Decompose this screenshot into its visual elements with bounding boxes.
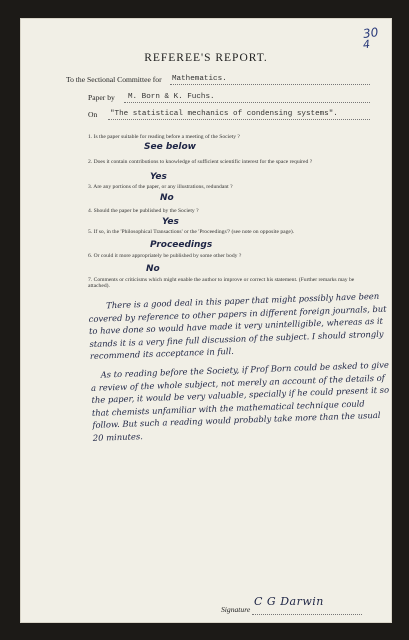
report-sheet <box>20 18 392 623</box>
question-4: 4. Should the paper be published by the Society ? <box>88 208 199 214</box>
signature-label: Signature <box>221 605 251 614</box>
paper-value: M. Born & K. Fuchs. <box>128 93 215 101</box>
answer-6: No <box>146 264 160 274</box>
answer-5: Proceedings <box>150 240 213 250</box>
answer-3: No <box>160 193 174 203</box>
on-value: "The statistical mechanics of condensing systems". <box>110 110 338 118</box>
question-1: 1. Is the paper suitable for reading before a meeting of the Society ? <box>88 134 240 140</box>
signature-line <box>252 614 362 615</box>
question-3: 3. Are any portions of the paper, or any illustrations, redundant ? <box>88 184 233 190</box>
signature-value: C G Darwin <box>254 595 324 608</box>
comment-paragraph-1: There is a good deal in this paper that might possibly have been covered by reference to other papers in different foreign journals, but to have done so would have made it very unintelligible, whereas as it stands it is a very fine full discussion of the subject. I should strongly recommend its acceptance in full. <box>88 290 387 362</box>
paper-label: Paper by <box>88 93 115 102</box>
paper-line <box>124 102 370 103</box>
comments-block <box>88 290 393 445</box>
answer-2: Yes <box>150 172 167 182</box>
folio-number: 30 <box>361 25 379 41</box>
question-5: 5. If so, in the 'Philosophical Transactions' or the 'Proceedings'? (see note on opposite page). <box>88 229 295 235</box>
answer-1: See below <box>144 142 196 152</box>
to-label: To the Sectional Committee for <box>66 75 162 84</box>
answer-4: Yes <box>162 217 179 227</box>
folio-secondary: 4 <box>362 37 371 52</box>
page-title: REFEREE'S REPORT. <box>144 52 268 64</box>
on-line <box>108 119 370 120</box>
question-6: 6. Or could it more appropriately be published by some other body ? <box>88 253 242 259</box>
to-line <box>170 84 370 85</box>
comment-paragraph-2: As to reading before the Society, if Prof Born could be asked to give a review of the whole subject, not merely an account of the details of the paper, it would be very valuable, specially if he could present it so that chemists unfamiliar with the mathematical technique could follow. But such a reading would probably take more than the usual 20 minutes. <box>90 359 390 443</box>
on-label: On <box>88 110 98 119</box>
question-2: 2. Does it contain contributions to knowledge of sufficient scientific interest for the space required ? <box>88 159 313 165</box>
question-7: 7. Comments or criticisms which might enable the author to improve or correct his statement. (Further remarks may be attached). <box>88 277 355 290</box>
to-value: Mathematics. <box>172 75 227 83</box>
